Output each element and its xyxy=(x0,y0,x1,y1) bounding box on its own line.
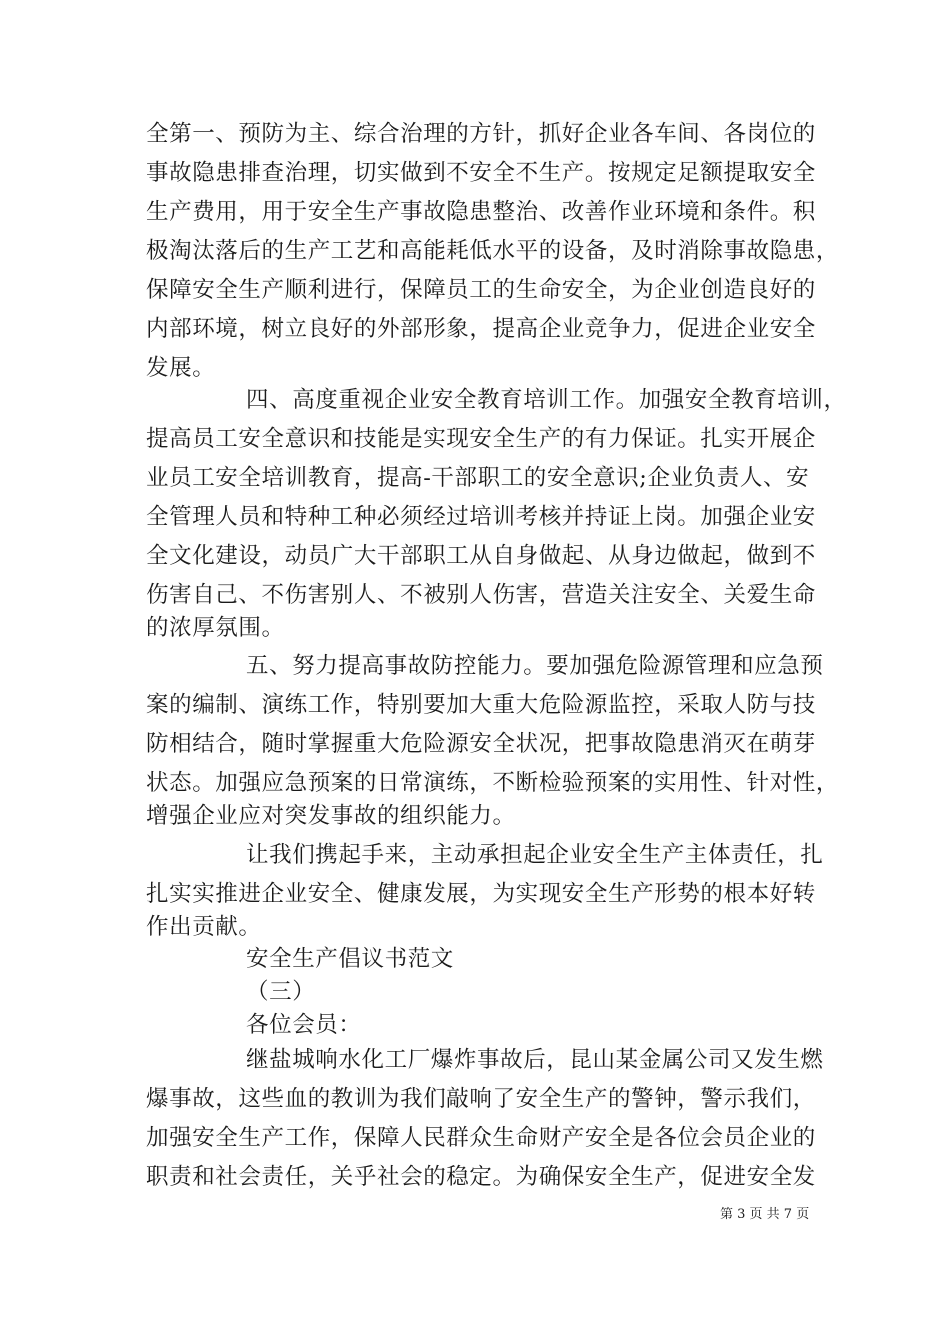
text-line-7: 发展。 xyxy=(146,355,216,381)
text-line-11: 全管理人员和特种工种必须经过培训考核并持证上岗。加强企业安 xyxy=(146,504,816,530)
text-line-19: 增强企业应对突发事故的组织能力。 xyxy=(146,803,516,829)
section-number: （三） xyxy=(246,979,316,1005)
paragraph-four-heading: 四、高度重视企业安全教育培训工作。加强安全教育培训， xyxy=(246,387,847,413)
text-line-13: 伤害自己、不伤害别人、不被别人伤害，营造关注安全、关爱生命 xyxy=(146,582,816,608)
text-line-10: 业员工安全培训教育，提高-干部职工的安全意识;企业负责人、安 xyxy=(146,465,810,491)
text-line-21: 扎实实推进企业安全、健康发展，为实现安全生产形势的根本好转 xyxy=(146,881,816,907)
page-number-footer: 第 3 页 共 7 页 xyxy=(720,1207,810,1222)
text-line-3: 生产费用，用于安全生产事故隐患整治、改善作业环境和条件。积 xyxy=(146,199,816,225)
salutation: 各位会员： xyxy=(246,1012,362,1038)
text-line-18: 状态。加强应急预案的日常演练，不断检验预案的实用性、针对性， xyxy=(146,770,840,796)
text-line-16: 案的编制、演练工作，特别要加大重大危险源监控，采取人防与技 xyxy=(146,692,816,718)
text-line-6: 内部环境，树立良好的外部形象，提高企业竞争力，促进企业安全 xyxy=(146,316,816,342)
section-title: 安全生产倡议书范文 xyxy=(246,946,454,972)
text-line-4: 极淘汰落后的生产工艺和高能耗低水平的设备，及时消除事故隐患， xyxy=(146,238,840,264)
text-line-2: 事故隐患排查治理，切实做到不安全不生产。按规定足额提取安全 xyxy=(146,160,816,186)
paragraph-five-heading: 五、努力提高事故防控能力。要加强危险源管理和应急预 xyxy=(246,653,824,679)
text-line-29: 职责和社会责任，关乎社会的稳定。为确保安全生产，促进安全发 xyxy=(146,1164,816,1190)
text-line-22: 作出贡献。 xyxy=(146,914,262,940)
text-line-5: 保障安全生产顺利进行，保障员工的生命安全，为企业创造良好的 xyxy=(146,277,816,303)
text-line-9: 提高员工安全意识和技能是实现安全生产的有力保证。扎实开展企 xyxy=(146,426,816,452)
text-line-17: 防相结合，随时掌握重大危险源安全状况，把事故隐患消灭在萌芽 xyxy=(146,731,816,757)
text-line-14: 的浓厚氛围。 xyxy=(146,615,285,641)
closing-paragraph-start: 让我们携起手来，主动承担起企业安全生产主体责任，扎 xyxy=(246,842,824,868)
text-line-1: 全第一、预防为主、综合治理的方针，抓好企业各车间、各岗位的 xyxy=(146,121,816,147)
text-line-28: 加强安全生产工作，保障人民群众生命财产安全是各位会员企业的 xyxy=(146,1125,816,1151)
body-paragraph-start: 继盐城响水化工厂爆炸事故后，昆山某金属公司又发生燃 xyxy=(246,1047,824,1073)
text-line-27: 爆事故，这些血的教训为我们敲响了安全生产的警钟，警示我们， xyxy=(146,1086,816,1112)
text-line-12: 全文化建设，动员广大干部职工从自身做起、从身边做起，做到不 xyxy=(146,543,816,569)
